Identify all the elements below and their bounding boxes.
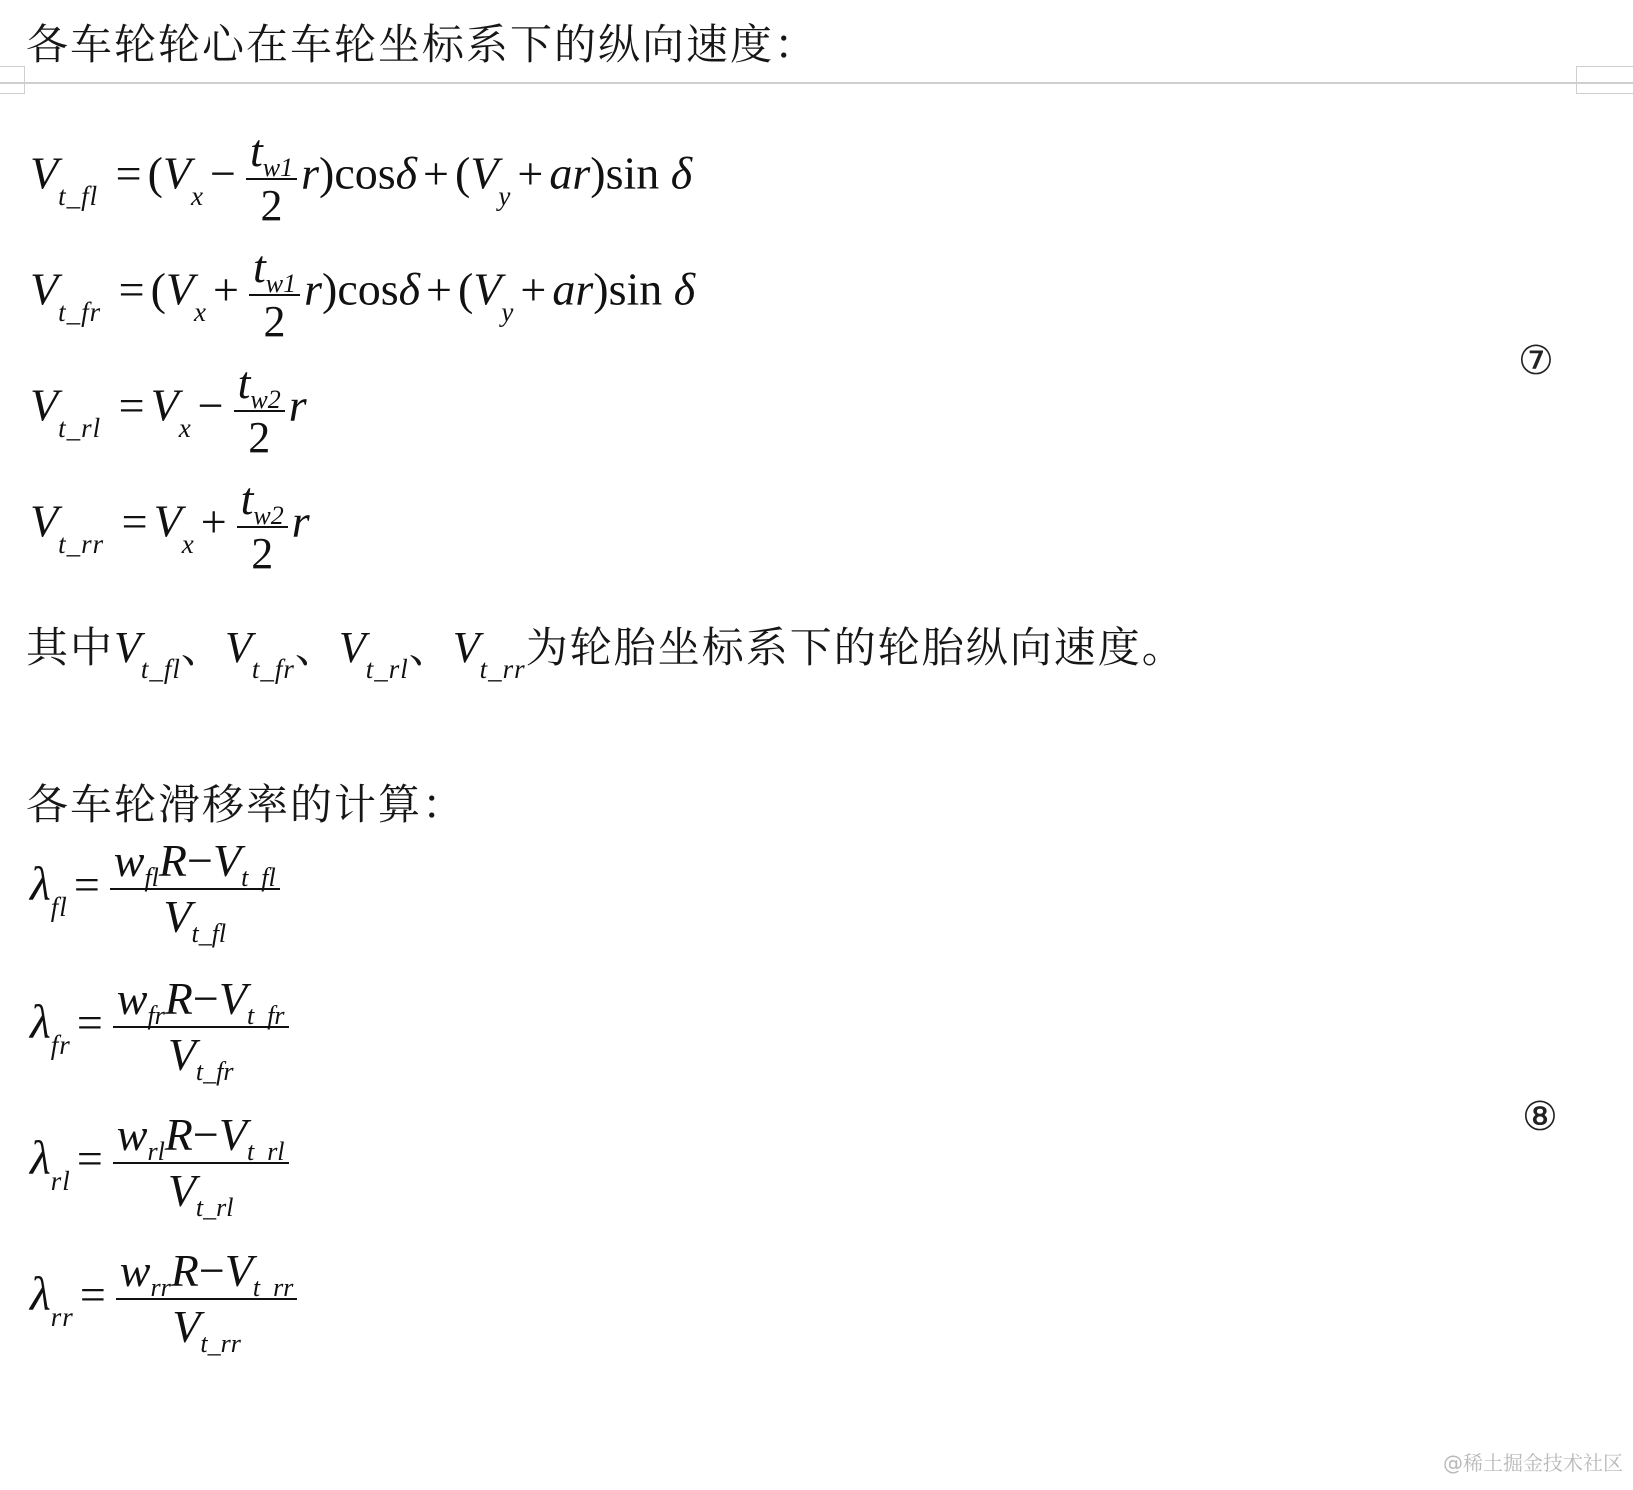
equation-number-8: ⑧ (1522, 1094, 1558, 1140)
slip-fraction-fr: $\frac{w_{fr}R-V_{t\_fr}}{V_{t\_fr}}$ (113, 976, 289, 1078)
fraction-tw1-over-2: $\frac{t_{w1}}{2}$ (246, 128, 297, 228)
equation-number-7: ⑦ (1518, 338, 1554, 384)
heading-slip-ratio: 各车轮滑移率的计算： (26, 780, 467, 829)
fraction-tw2-over-2: $\frac{t_{w2}}{2}$ (237, 476, 288, 576)
note-line: 其中$V_{t\_fl}$、$V_{t\_fr}$、$V_{t\_rl}$、$V_{t\_rr}$为轮胎坐标系下的轮胎纵向速度。 (26, 623, 1186, 684)
slip-fraction-rr: $\frac{w_{rr}R-V_{t\_rr}}{V_{t\_rr}}$ (116, 1248, 298, 1350)
right-margin-mark (1576, 66, 1633, 94)
fraction-tw2-over-2: $\frac{t_{w2}}{2}$ (234, 360, 285, 460)
fraction-tw1-over-2: $\frac{t_{w1}}{2}$ (249, 244, 300, 344)
equation-lambda-rl: $\lambda_{rl}$ = $\frac{w_{rl}R-V_{t\_rl}}{V_{t\_rl}}$ (30, 1112, 293, 1214)
slip-fraction-rl: $\frac{w_{rl}R-V_{t\_rl}}{V_{t\_rl}}$ (113, 1112, 289, 1214)
equation-lambda-rr: $\lambda_{rr}$ = $\frac{w_{rr}R-V_{t\_rr}}{V_{t\_rr}}$ (30, 1248, 301, 1350)
equation-v-t-rr: $V_{t\_rr} = V_x$ + $\frac{t_{w2}}{2}$ r (30, 473, 310, 578)
heading-wheel-center-velocity: 各车轮轮心在车轮坐标系下的纵向速度： (26, 20, 819, 69)
equation-lambda-fl: $\lambda_{fl}$ = $\frac{w_{fl}R-V_{t\_fl}}{V_{t\_fl}}$ (30, 838, 284, 940)
watermark: @稀土掘金技术社区 (1443, 1451, 1623, 1475)
left-margin-mark (0, 66, 25, 94)
equation-lambda-fr: $\lambda_{fr}$ = $\frac{w_{fr}R-V_{t\_fr}}{V_{t\_fr}}$ (30, 976, 293, 1078)
slip-fraction-fl: $\frac{w_{fl}R-V_{t\_fl}}{V_{t\_fl}}$ (110, 838, 280, 940)
equation-v-t-rl: $V_{t\_rl} = V_x$ − $\frac{t_{w2}}{2}$ r (30, 357, 307, 462)
page-margin-rule (0, 82, 1633, 84)
equation-v-t-fl: $V_{t\_fl} = (V_x$ − $\frac{t_{w1}}{2}$ $r)\cos\delta + (V_y + ar)\sin$ δ (30, 125, 693, 230)
equation-v-t-fr: $V_{t\_fr} = (V_x$ + $\frac{t_{w1}}{2}$ $r)\cos\delta + (V_y + ar)\sin$ δ (30, 241, 696, 346)
